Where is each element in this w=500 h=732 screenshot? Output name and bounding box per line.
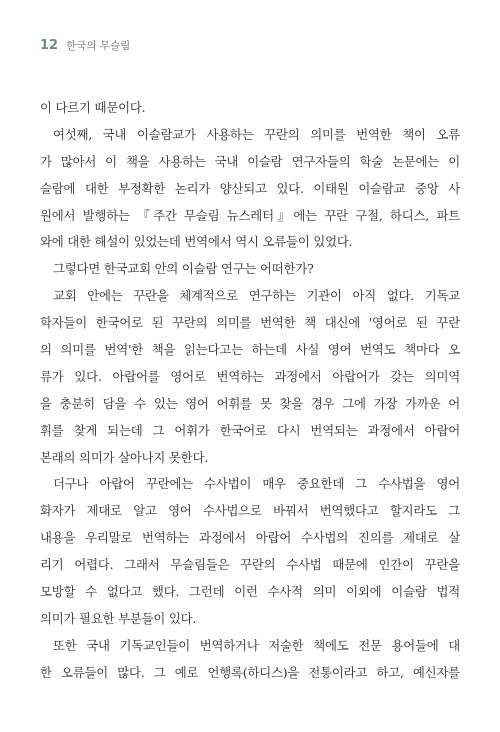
running-header [40, 38, 130, 53]
text-line: 그렇다면 한국교회 안의 이슬람 연구는 어떠한가? [53, 261, 314, 277]
text-line: 이 다르기 때문이다. [40, 100, 146, 115]
text-line: 더구나 아랍어 꾸란에는 수사법이 매우 중요한데 그 수사법을 영어 [53, 476, 460, 492]
text-line: 모방할 수 없다고 했다. 그런데 이런 수사적 의미 이외에 이슬람 법적 [40, 584, 460, 600]
body-text [40, 95, 460, 687]
text-line: 또한 국내 기독교인들이 번역하거나 저술한 책에도 전문 용어들에 대 [53, 637, 460, 653]
text-line: 가 많아서 이 책을 사용하는 국내 이슬람 연구자들의 학술 논문에는 이 [40, 153, 460, 169]
text-line: 의 의미를 번역'한 책을 읽는다고는 하는데 사실 영어 번역도 책마다 오 [40, 342, 460, 358]
text-line: 슬람에 대한 부정확한 논리가 양산되고 있다. 이태원 이슬람교 중앙 사 [40, 180, 460, 196]
text-line: 와에 대한 해설이 있었는데 번역에서 역시 오류들이 있었다. [40, 234, 353, 250]
text-line: 한 오류들이 많다. 그 예로 언행록(하디스)을 전통이라고 하고, 예신자를 [40, 664, 460, 680]
text-line: 원에서 발행하는 『주간 무슬림 뉴스레터』에는 꾸란 구절, 하디스, 파트 [40, 207, 460, 223]
text-line: 리기 어렵다. 그래서 무슬림들은 꾸란의 수사법 때문에 인간이 꾸란을 [40, 557, 460, 573]
text-line: 학자들이 한국어로 된 꾸란의 의미를 번역한 책 대신에 '영어로 된 꾸란 [40, 315, 460, 331]
text-line: 의미가 필요한 부분들이 있다. [40, 610, 197, 626]
text-line: 여섯째, 국내 이슬람교가 사용하는 꾸란의 의미를 번역한 책이 오류 [53, 126, 460, 142]
text-line: 을 충분히 담을 수 있는 영어 어휘를 못 찾을 경우 그에 가장 가까운 어 [40, 395, 460, 411]
text-line: 본래의 의미가 살아나지 못한다. [40, 449, 208, 465]
text-line: 화자가 제대로 알고 영어 수사법으로 바꿔서 번역했다고 할지라도 그 [40, 503, 460, 519]
book-title: 한국의 무슬림 [66, 40, 131, 52]
text-line: 휘를 찾게 되는데 그 어휘가 한국어로 다시 번역되는 과정에서 아랍어 [40, 422, 460, 438]
text-line: 내용을 우리말로 번역하는 과정에서 아랍어 수사법의 진의를 제대로 살 [40, 530, 460, 546]
page-number: 12 [40, 38, 59, 53]
text-line: 류가 있다. 아랍어를 영어로 번역하는 과정에서 아랍어가 갖는 의미역 [40, 368, 460, 384]
text-line: 교회 안에는 꾸란을 체계적으로 연구하는 기관이 아직 없다. 기독교 [53, 288, 460, 304]
